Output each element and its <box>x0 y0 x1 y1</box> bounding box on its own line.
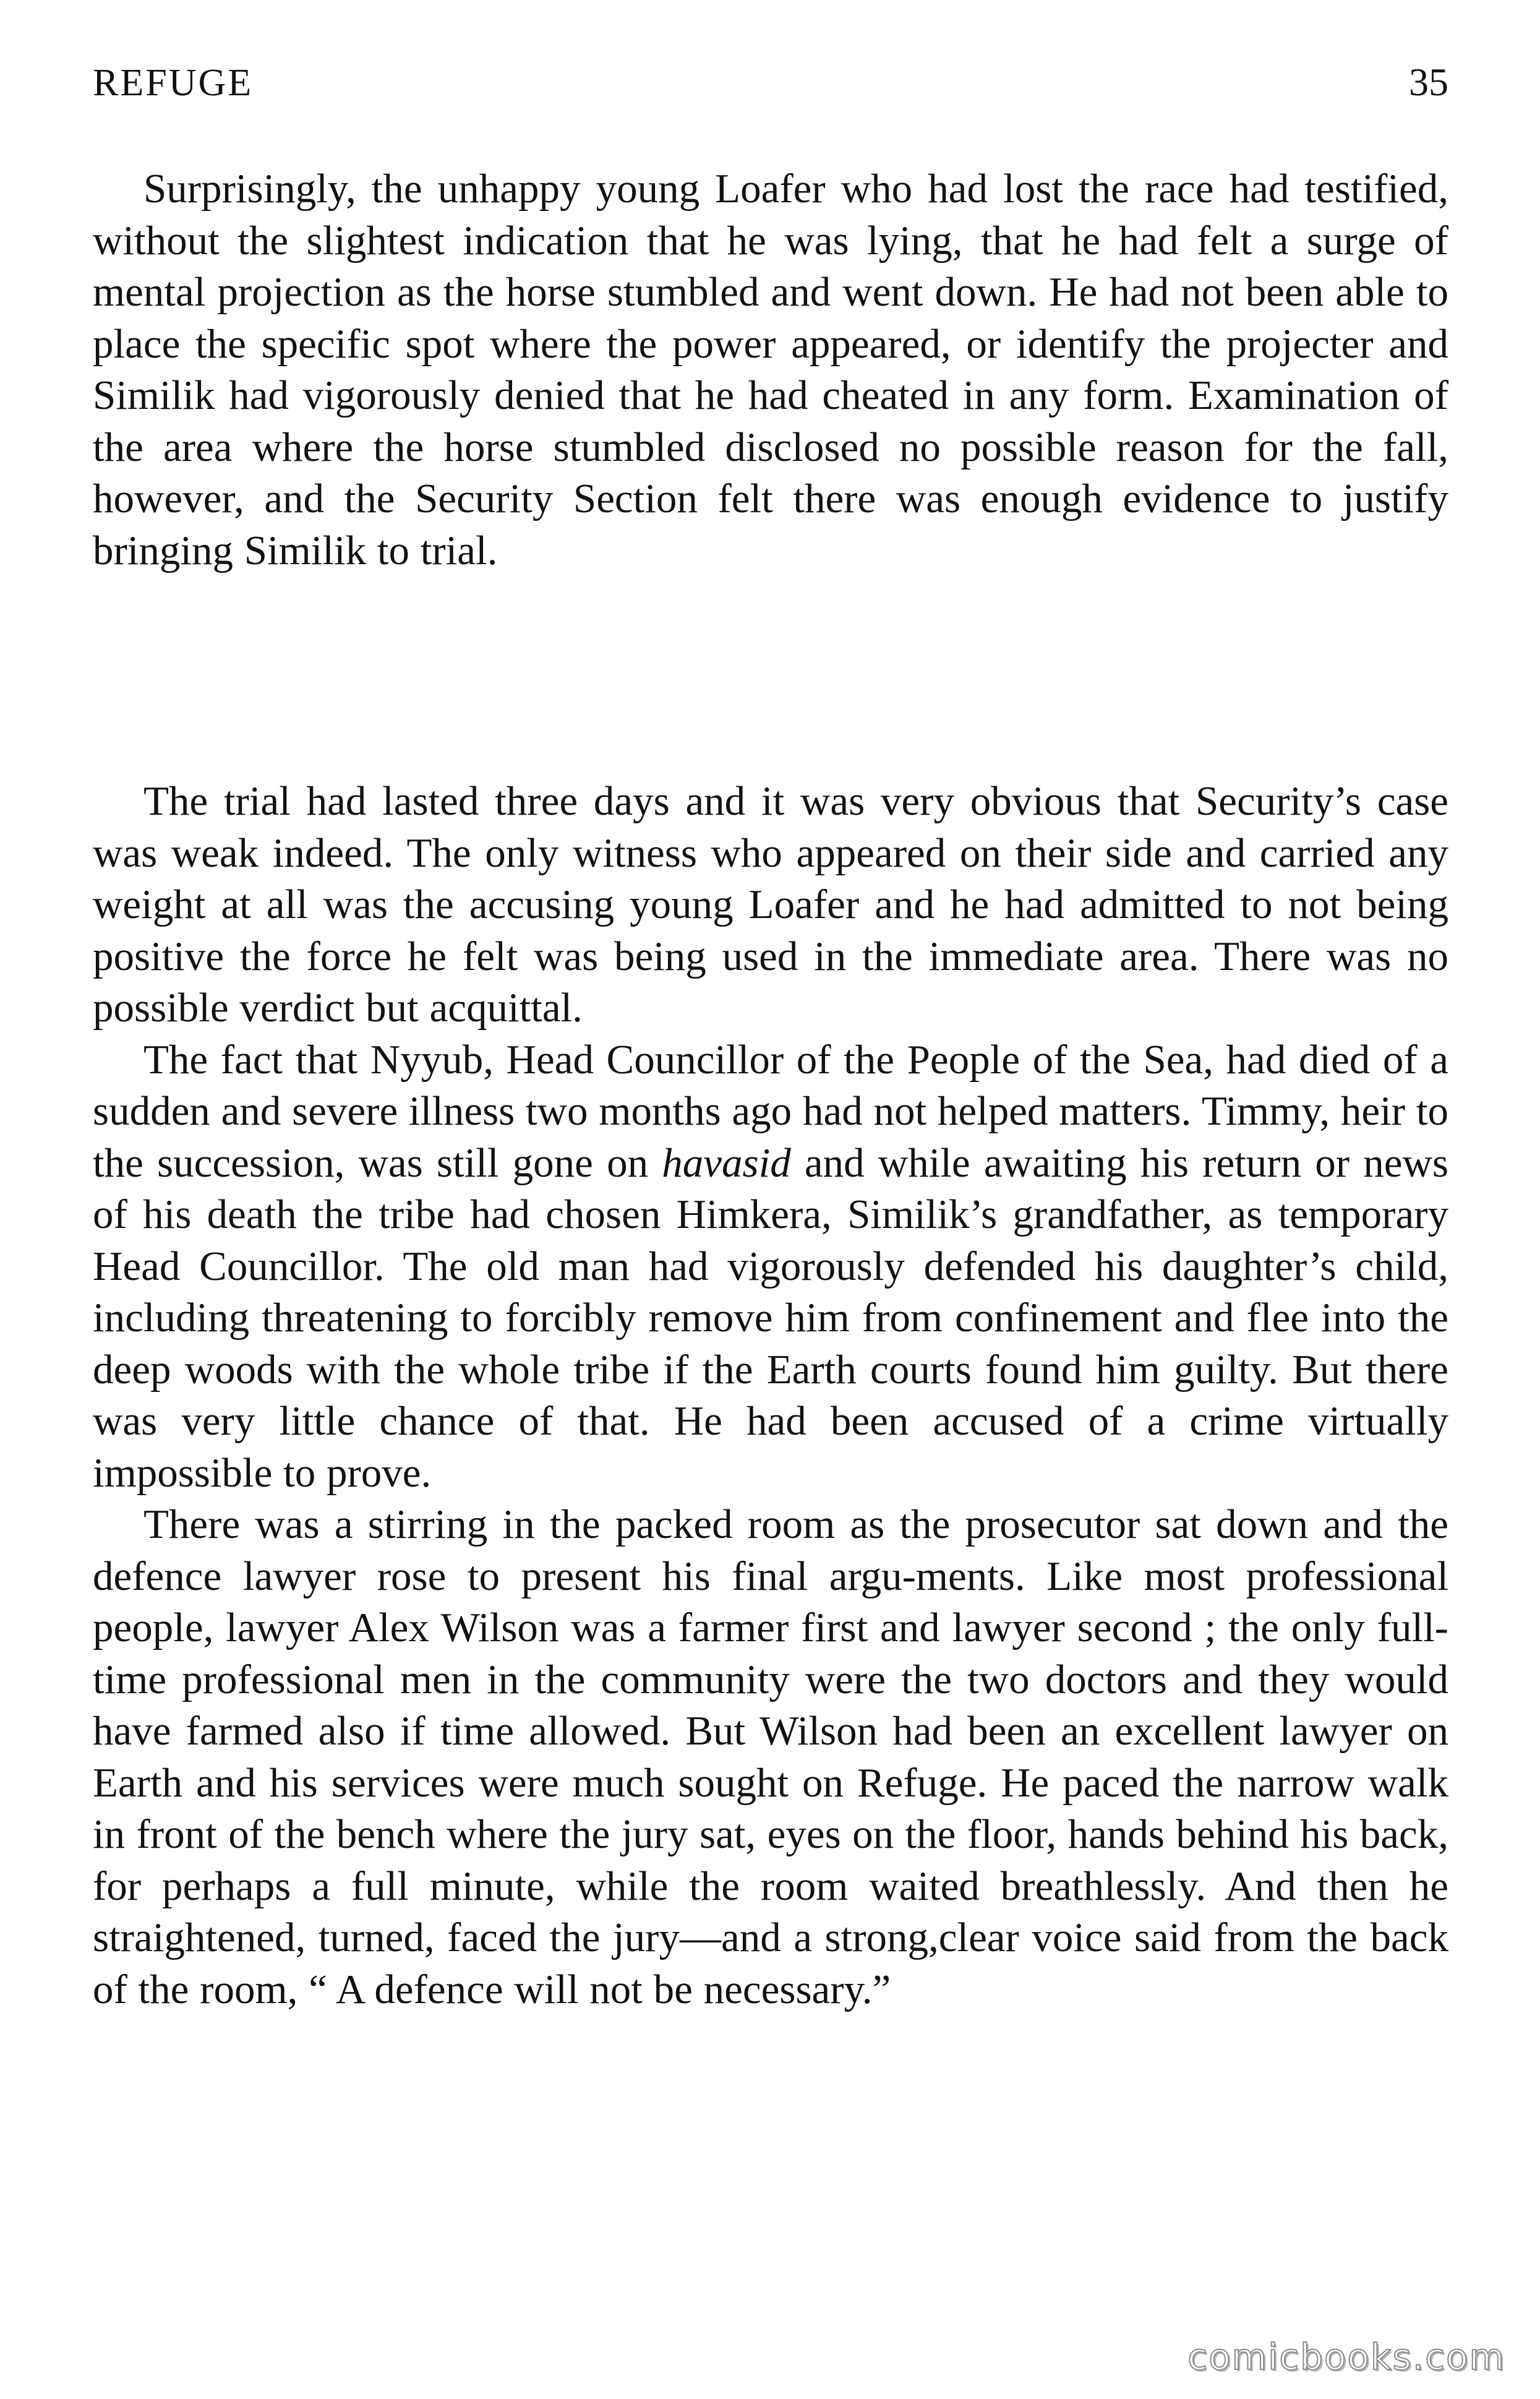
running-title: REFUGE <box>93 62 254 104</box>
text-section-1 <box>93 163 1448 577</box>
italic-term: havasid <box>662 1139 791 1186</box>
paragraph: Surprisingly, the unhappy young Loafer who had lost the race had testified, without the slightest indication that he was lying, that he had felt a surge of mental projection as the horse stumbled and went down. He had not been able to place the specific spot where the power appeared, or identify the projecter and Similik had vigorously denied that he had cheated in any form. Examination of the area where the horse stumbled disclosed no possible reason for the fall, however, and the Security Section felt there was enough evidence to justify bringing Similik to trial. <box>93 166 1448 573</box>
running-header <box>93 59 1448 109</box>
text-run: The fact that Nyyub, Head Councillor of the People of the Sea, had died of a sudden and severe illness two months ago had not helped matters. Timmy, heir to the succession, was still gone on <box>93 1036 1448 1186</box>
text-run: and while awaiting his return or news of his death the tribe had chosen Himkera, Similik’s grandfather, as temporary Head Councillor. The old man had vigorously defended his daughter’s child, including threatening to forcibly remove him from confinement and flee into the deep woods with the whole tribe if the Earth courts found him guilty. But there was very little chance of that. He had been accused of a crime virtually impossible to prove. <box>93 1139 1449 1496</box>
paragraph: There was a stirring in the packed room as the prosecutor sat down and the defence lawyer rose to present his final argu-ments. Like most professional people, lawyer Alex Wilson was a farmer first and lawyer second ; the only full-time professional men in the community were the two doctors and they would have farmed also if time allowed. But Wilson had been an excellent lawyer on Earth and his services were much sought on Refuge. He paced the narrow walk in front of the bench where the jury sat, eyes on the floor, hands behind his back, for perhaps a full minute, while the room waited breathlessly. And then he straightened, turned, faced the jury—and a strong,clear voice said from the back of the room, “ A defence will not be necessary.” <box>93 1501 1448 2012</box>
paragraph: The trial had lasted three days and it was very obvious that Security’s case was weak indeed. The only witness who appeared on their side and carried any weight at all was the accusing young Loafer and he had admitted to not being positive the force he felt was being used in the immediate area. There was no possible verdict but acquittal. <box>93 778 1448 1031</box>
page-number: 35 <box>1409 60 1448 104</box>
site-watermark: comicbooks.com <box>1187 2336 1505 2378</box>
text-section-2 <box>93 776 1448 2015</box>
paragraph <box>93 1034 1448 1500</box>
